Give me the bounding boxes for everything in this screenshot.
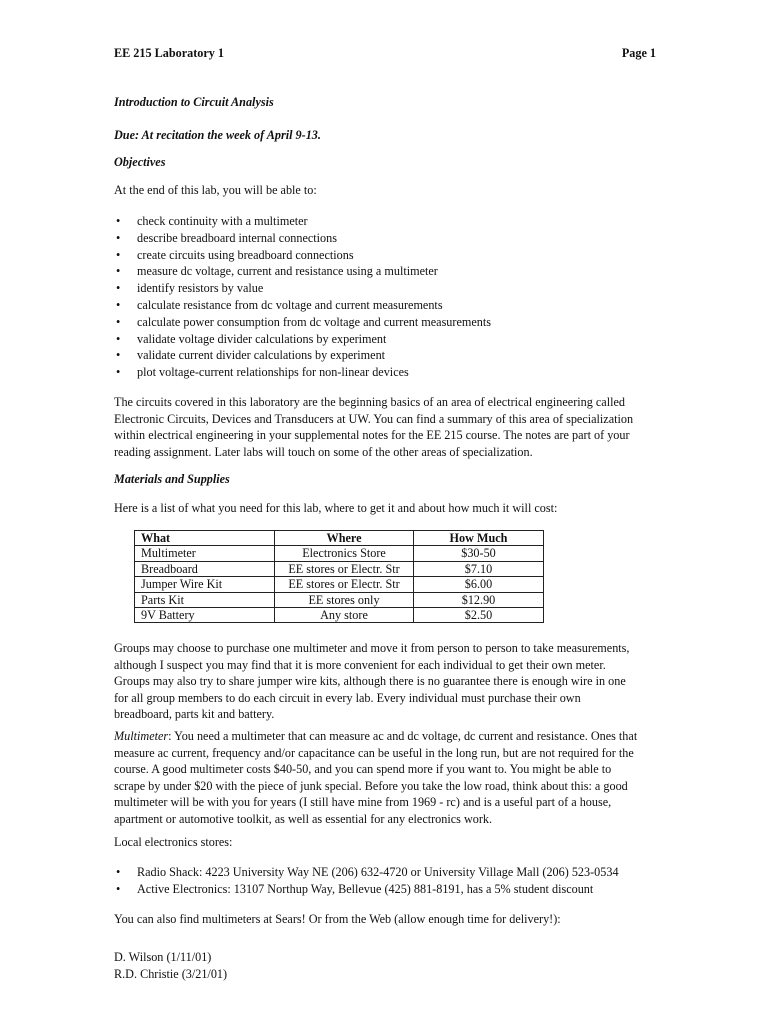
table-row — [135, 608, 544, 623]
table-row — [135, 561, 544, 576]
list-item: • plot voltage-current relationships for non-linear devices — [116, 365, 409, 380]
list-item: • Radio Shack: 4223 University Way NE (206) 632-4720 or University Village Mall (206) 523-0534 — [116, 865, 619, 879]
list-item: • calculate resistance from dc voltage and current measurements — [116, 297, 443, 312]
list-item: • identify resistors by value — [116, 281, 264, 296]
sears-paragraph: You can also find multimeters at Sears! Or from the Web (allow enough time for delivery!): — [114, 912, 561, 926]
materials-table — [134, 530, 544, 623]
list-item: • validate voltage divider calculations by experiment — [116, 331, 387, 346]
list-item: • measure dc voltage, current and resistance using a multimeter — [116, 264, 438, 279]
table-cell: $30-50 — [414, 546, 544, 561]
multimeter-label: Multimeter — [114, 729, 169, 743]
table-cell: $6.00 — [414, 577, 544, 592]
table-cell: Breadboard — [135, 561, 275, 576]
table-cell: $7.10 — [414, 561, 544, 576]
bullet-icon: • — [116, 247, 121, 262]
objectives-heading: Objectives — [114, 155, 166, 169]
objectives-list — [114, 213, 491, 381]
header-page-number: Page 1 — [621, 46, 656, 60]
table-cell: Parts Kit — [135, 592, 275, 607]
materials-heading: Materials and Supplies — [114, 472, 230, 486]
bullet-icon: • — [116, 281, 121, 296]
column-header-what: What — [135, 531, 275, 546]
bullet-icon: • — [116, 365, 121, 380]
list-item: • describe breadboard internal connections — [116, 230, 337, 245]
footer-line: D. Wilson (1/11/01) — [114, 950, 212, 964]
document-title: Introduction to Circuit Analysis — [114, 95, 274, 109]
bullet-icon: • — [116, 264, 121, 279]
column-header-how-much: How Much — [414, 531, 544, 546]
list-item: • create circuits using breadboard connections — [116, 247, 354, 262]
table-row — [135, 546, 544, 561]
bullet-icon: • — [116, 297, 121, 312]
overview-paragraph: The circuits covered in this laboratory are the beginning basics of an area of electrical engineering called Electronic Circuits, Devices and Transducers at UW. You can find a summary of this area of specialization within electrical engineering in your supplemental notes for the EE 215 course. The notes are part of your reading assignment. Later labs will touch on some of the other areas of specialization. — [114, 395, 634, 459]
table-cell: EE stores or Electr. Str — [275, 577, 414, 592]
bullet-icon: • — [116, 881, 121, 896]
table-row — [135, 592, 544, 607]
list-item: • check continuity with a multimeter — [116, 214, 308, 228]
bullet-icon: • — [116, 865, 121, 879]
footer — [114, 949, 654, 982]
bullet-icon: • — [116, 214, 121, 228]
table-cell: 9V Battery — [135, 608, 275, 623]
table-cell: EE stores or Electr. Str — [275, 561, 414, 576]
table-row — [135, 577, 544, 592]
objectives-intro: At the end of this lab, you will be able to: — [114, 183, 317, 197]
table-cell: Multimeter — [135, 546, 275, 561]
table-cell: Jumper Wire Kit — [135, 577, 275, 592]
bullet-icon: • — [116, 314, 121, 329]
stores-intro: Local electronics stores: — [114, 835, 233, 849]
table-cell: Any store — [275, 608, 414, 623]
multimeter-paragraph: Multimeter: You need a multimeter that can measure ac and dc voltage, dc current and resistance. Ones that measure ac current, frequency and/or capacitance can be useful in the long run, but are not required for the course. A good multimeter costs $40-50, and you can spend more if you want to. You might be able to scrape by under $20 with the piece of junk special. Before you take the low road, think about this: a good multimeter will be with you for years (I still have mine from 1969 - rc) and is a useful part of a house, apartment or automotive toolkit, as well as essential for any electronics work. — [114, 729, 638, 826]
table-cell: Electronics Store — [275, 546, 414, 561]
bullet-icon: • — [116, 331, 121, 346]
stores-list — [114, 864, 619, 898]
list-item: • validate current divider calculations by experiment — [116, 348, 386, 363]
table-cell: EE stores only — [275, 592, 414, 607]
table-header-row — [135, 531, 544, 546]
column-header-where: Where — [275, 531, 414, 546]
table-cell: $2.50 — [414, 608, 544, 623]
header-left: EE 215 Laboratory 1 — [114, 46, 225, 60]
footer-line: R.D. Christie (3/21/01) — [114, 966, 228, 981]
bullet-icon: • — [116, 230, 121, 245]
bullet-icon: • — [116, 348, 121, 363]
materials-intro: Here is a list of what you need for this lab, where to get it and about how much it will cost: — [114, 501, 558, 515]
table-cell: $12.90 — [414, 592, 544, 607]
groups-paragraph: Groups may choose to purchase one multimeter and move it from person to person to take measurements, although I suspect you may find that it is more convenient for each individual to get their own meter. Groups may also try to share jumper wire kits, although there is no guarantee there is enough wire in one for all group members to do each circuit in every lab. Every individual must purchase their own breadboard, parts kit and battery. — [114, 641, 630, 722]
list-item: • Active Electronics: 13107 Northup Way, Bellevue (425) 881-8191, has a 5% student discount — [116, 881, 594, 896]
due-date: Due: At recitation the week of April 9-13. — [114, 128, 321, 142]
list-item: • calculate power consumption from dc voltage and current measurements — [116, 314, 491, 329]
